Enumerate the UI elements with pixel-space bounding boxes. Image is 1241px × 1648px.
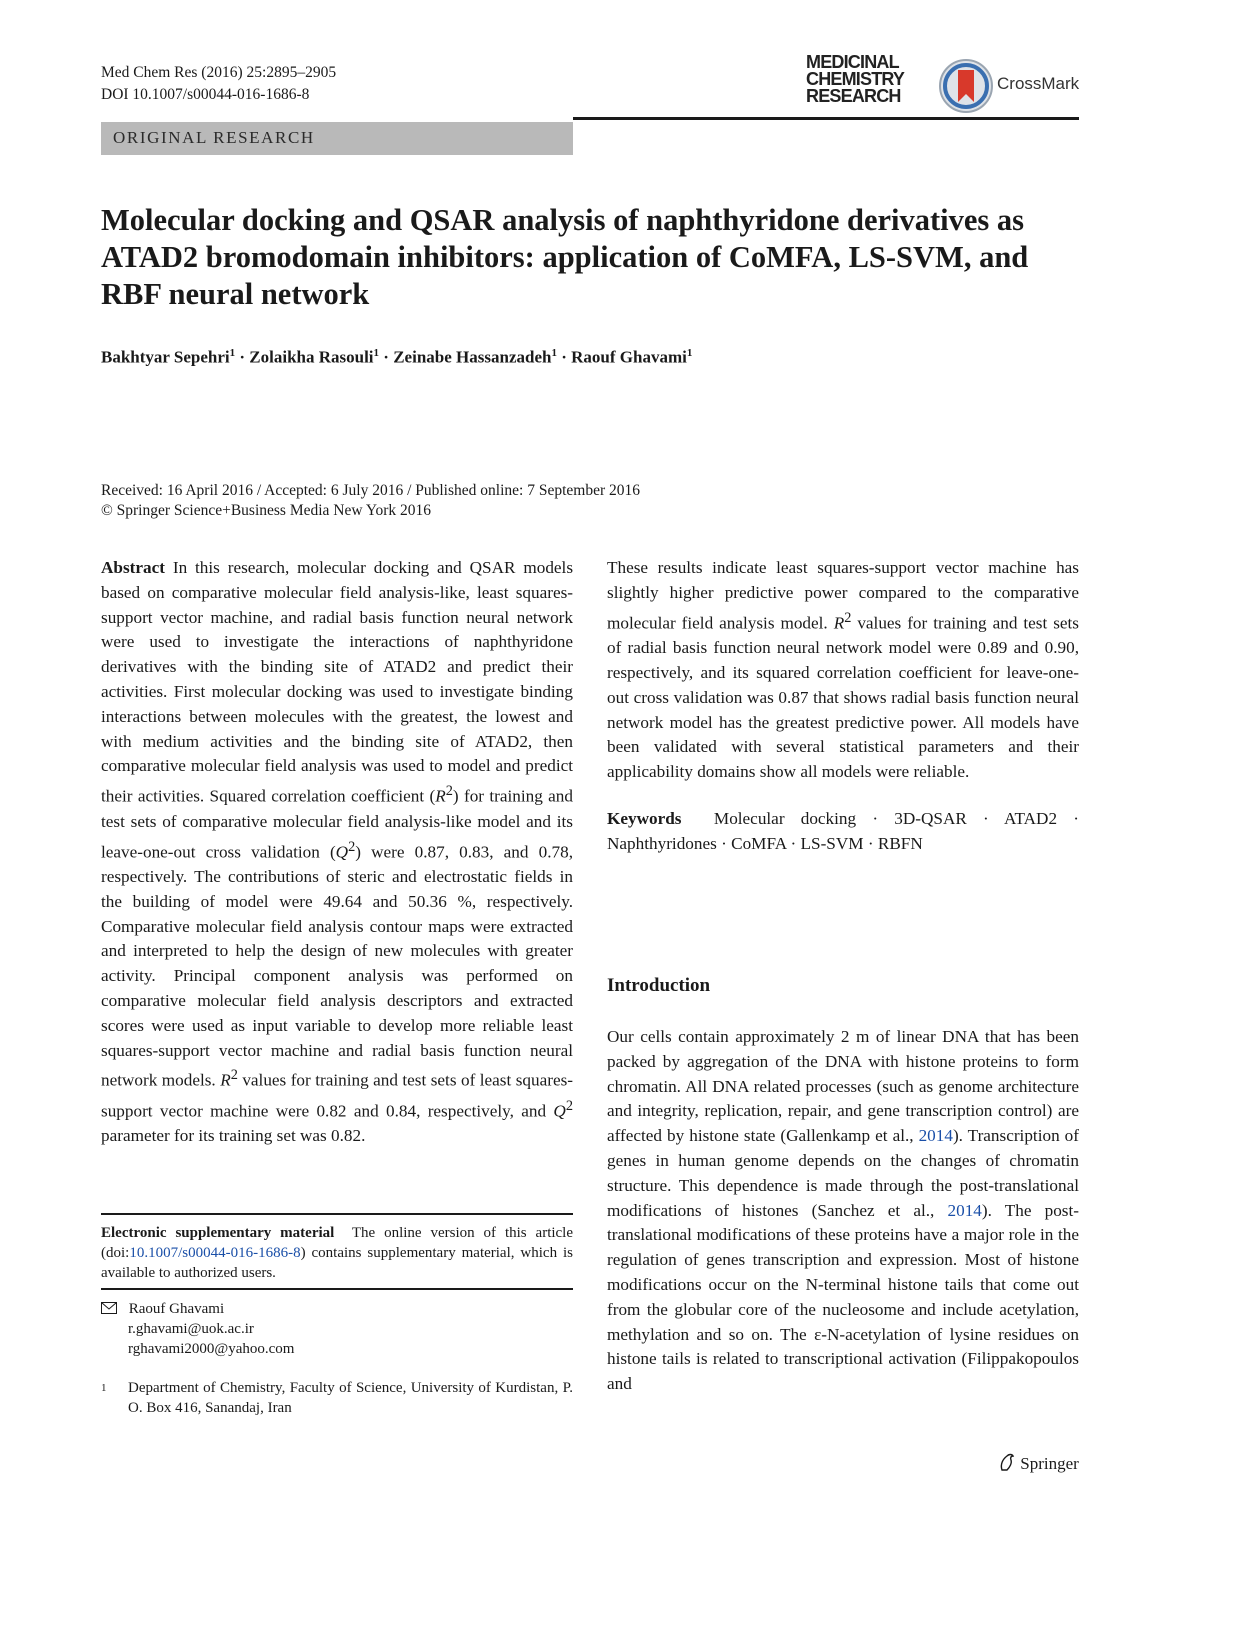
author-list: Bakhtyar Sepehri$^1$ · Zolaikha Rasouli$^1$ · Zeinabe Hassanzadeh$^1$ · Raouf Ghavami$^1$ xyxy=(101,347,693,367)
author: Zeinabe Hassanzadeh xyxy=(393,347,552,367)
footnote-rule xyxy=(101,1213,573,1215)
footnote-rule xyxy=(101,1288,573,1290)
reference-link[interactable]: 2014 xyxy=(918,1126,953,1146)
introduction-heading: Introduction xyxy=(607,975,711,996)
keywords-heading: Keywords xyxy=(607,808,682,828)
doi-link[interactable]: 10.1007/s00044-016-1686-8 xyxy=(129,1245,301,1261)
keywords: Keywords Molecular docking · 3D-QSAR · ATAD2 · Naphthyridones · CoMFA · LS-SVM · RBFN xyxy=(607,808,1079,853)
journal-logo: MEDICINAL CHEMISTRY RESEARCH xyxy=(806,52,905,106)
envelope-icon xyxy=(101,1302,117,1314)
paper-title: Molecular docking and QSAR analysis of naphthyridone derivatives as ATAD2 bromodomain inhibitors: application of CoMFA, LS-SVM, and RBF neural network xyxy=(101,203,1029,311)
contact-name: Raouf Ghavami xyxy=(128,1301,225,1317)
abstract-heading: Abstract xyxy=(101,558,165,577)
abstract: Abstract In this research, molecular docking and QSAR models based on comparative molecular field analysis-like, least squares-support vector machine, and radial basis function neural network were used to investigate the interactions of naphthyridone derivatives with the binding site of ATAD2 and predict their activities. First molecular docking was used to investigate binding interactions between molecules with the greatest, the lowest and with medium activities and the binding site of ATAD2, then comparative molecular field analysis was used to model and predict their activities. Squared correlation coefficient $(R^2)$ for training and test sets of comparative molecular field analysis-like model and its leave-one-out cross validation $(Q^2)$ were 0.87, 0.83, and 0.78, respectively. The contributions of steric and electrostatic fields in the building of model were 49.64 and 50.36 %, respectively. Comparative molecular field analysis contour maps were extracted and interpreted to help the design of new molecules with greater activity. Principal component analysis was performed on comparative molecular field analysis descriptors and extracted scores were used as input variable to develop more reliable least squares-support vector machine and radial basis function neural network models. $R^2$ values for training and test sets of least squares-support vector machine were 0.82 and 0.84, respectively, and $Q^2$ parameter for its training set was 0.82. xyxy=(101,558,574,1146)
crossmark-icon[interactable] xyxy=(938,58,994,114)
header-rule xyxy=(573,117,1079,120)
supplementary-note: Electronic supplementary material The online version of this article (doi:10.1007/s00044-016-1686-8) contains supplementary material, which is available to authorized users. xyxy=(101,1225,574,1281)
abstract-continued: These results indicate least squares-support vector machine has slightly higher predictive power compared to the comparative molecular field analysis model. $R^2$ values for training and test sets of radial basis function neural network model were 0.89 and 0.90, respectively, and its squared correlation coefficient for leave-one-out cross validation was 0.87 that shows radial basis function neural network model has the greatest predictive power. All models have been validated with several statistical parameters and their applicability domains show all models were reliable. Keywords Molecular docking · 3D-QSAR · ATAD2 · Naphthyridones · CoMFA · LS-SVM · RBFN xyxy=(607,556,1079,857)
doi: DOI 10.1007/s00044-016-1686-8 xyxy=(101,86,310,103)
author: Bakhtyar Sepehri xyxy=(101,347,230,367)
crossmark-label[interactable]: CrossMark xyxy=(997,74,1080,93)
email[interactable]: r.ghavami@uok.ac.ir xyxy=(128,1321,254,1337)
springer-horse-icon xyxy=(998,1452,1016,1472)
author: Raouf Ghavami xyxy=(571,347,687,367)
section-label-bar xyxy=(101,122,573,155)
section-label: ORIGINAL RESEARCH xyxy=(113,128,315,147)
introduction-text: Our cells contain approximately 2 m of linear DNA that has been packed by aggregation of the DNA with histone proteins to form chromatin. All DNA related processes (such as genome architecture and integrity, replication, repair, and gene transcription control) are affected by histone state (Gallenkamp et al., 2014). Transcription of genes in human genome depends on the changes of chromatin structure. This dependence is made through the post-translational modifications of histones (Sanchez et al., 2014). The post-translational modifications of these proteins have a major role in the regulation of genes transcription and expression. Most of histone modifications occur on the N-terminal histone tails that come out from the globular core of the nucleosome and include acetylation, methylation and so on. The ε-N-acetylation of lysine residues on histone tails is related to transcriptional activation (Filippakopoulos and xyxy=(607,1027,1079,1394)
citation-block xyxy=(101,62,336,106)
author: Zolaikha Rasouli xyxy=(249,347,374,367)
correspondence xyxy=(101,1299,573,1359)
publisher-logo: Springer xyxy=(998,1452,1079,1474)
reference-link[interactable]: 2014 xyxy=(947,1200,982,1220)
email[interactable]: rghavami2000@yahoo.com xyxy=(128,1341,295,1357)
affiliation: 1 Department of Chemistry, Faculty of Science, University of Kurdistan, P. O. Box 416, Sanandaj, Iran xyxy=(101,1380,573,1416)
citation: Med Chem Res (2016) 25:2895–2905 xyxy=(101,64,337,81)
publication-dates: Received: 16 April 2016 / Accepted: 6 July 2016 / Published online: 7 September 2016 © Springer Science+Business Media New York 2016 xyxy=(101,482,640,519)
